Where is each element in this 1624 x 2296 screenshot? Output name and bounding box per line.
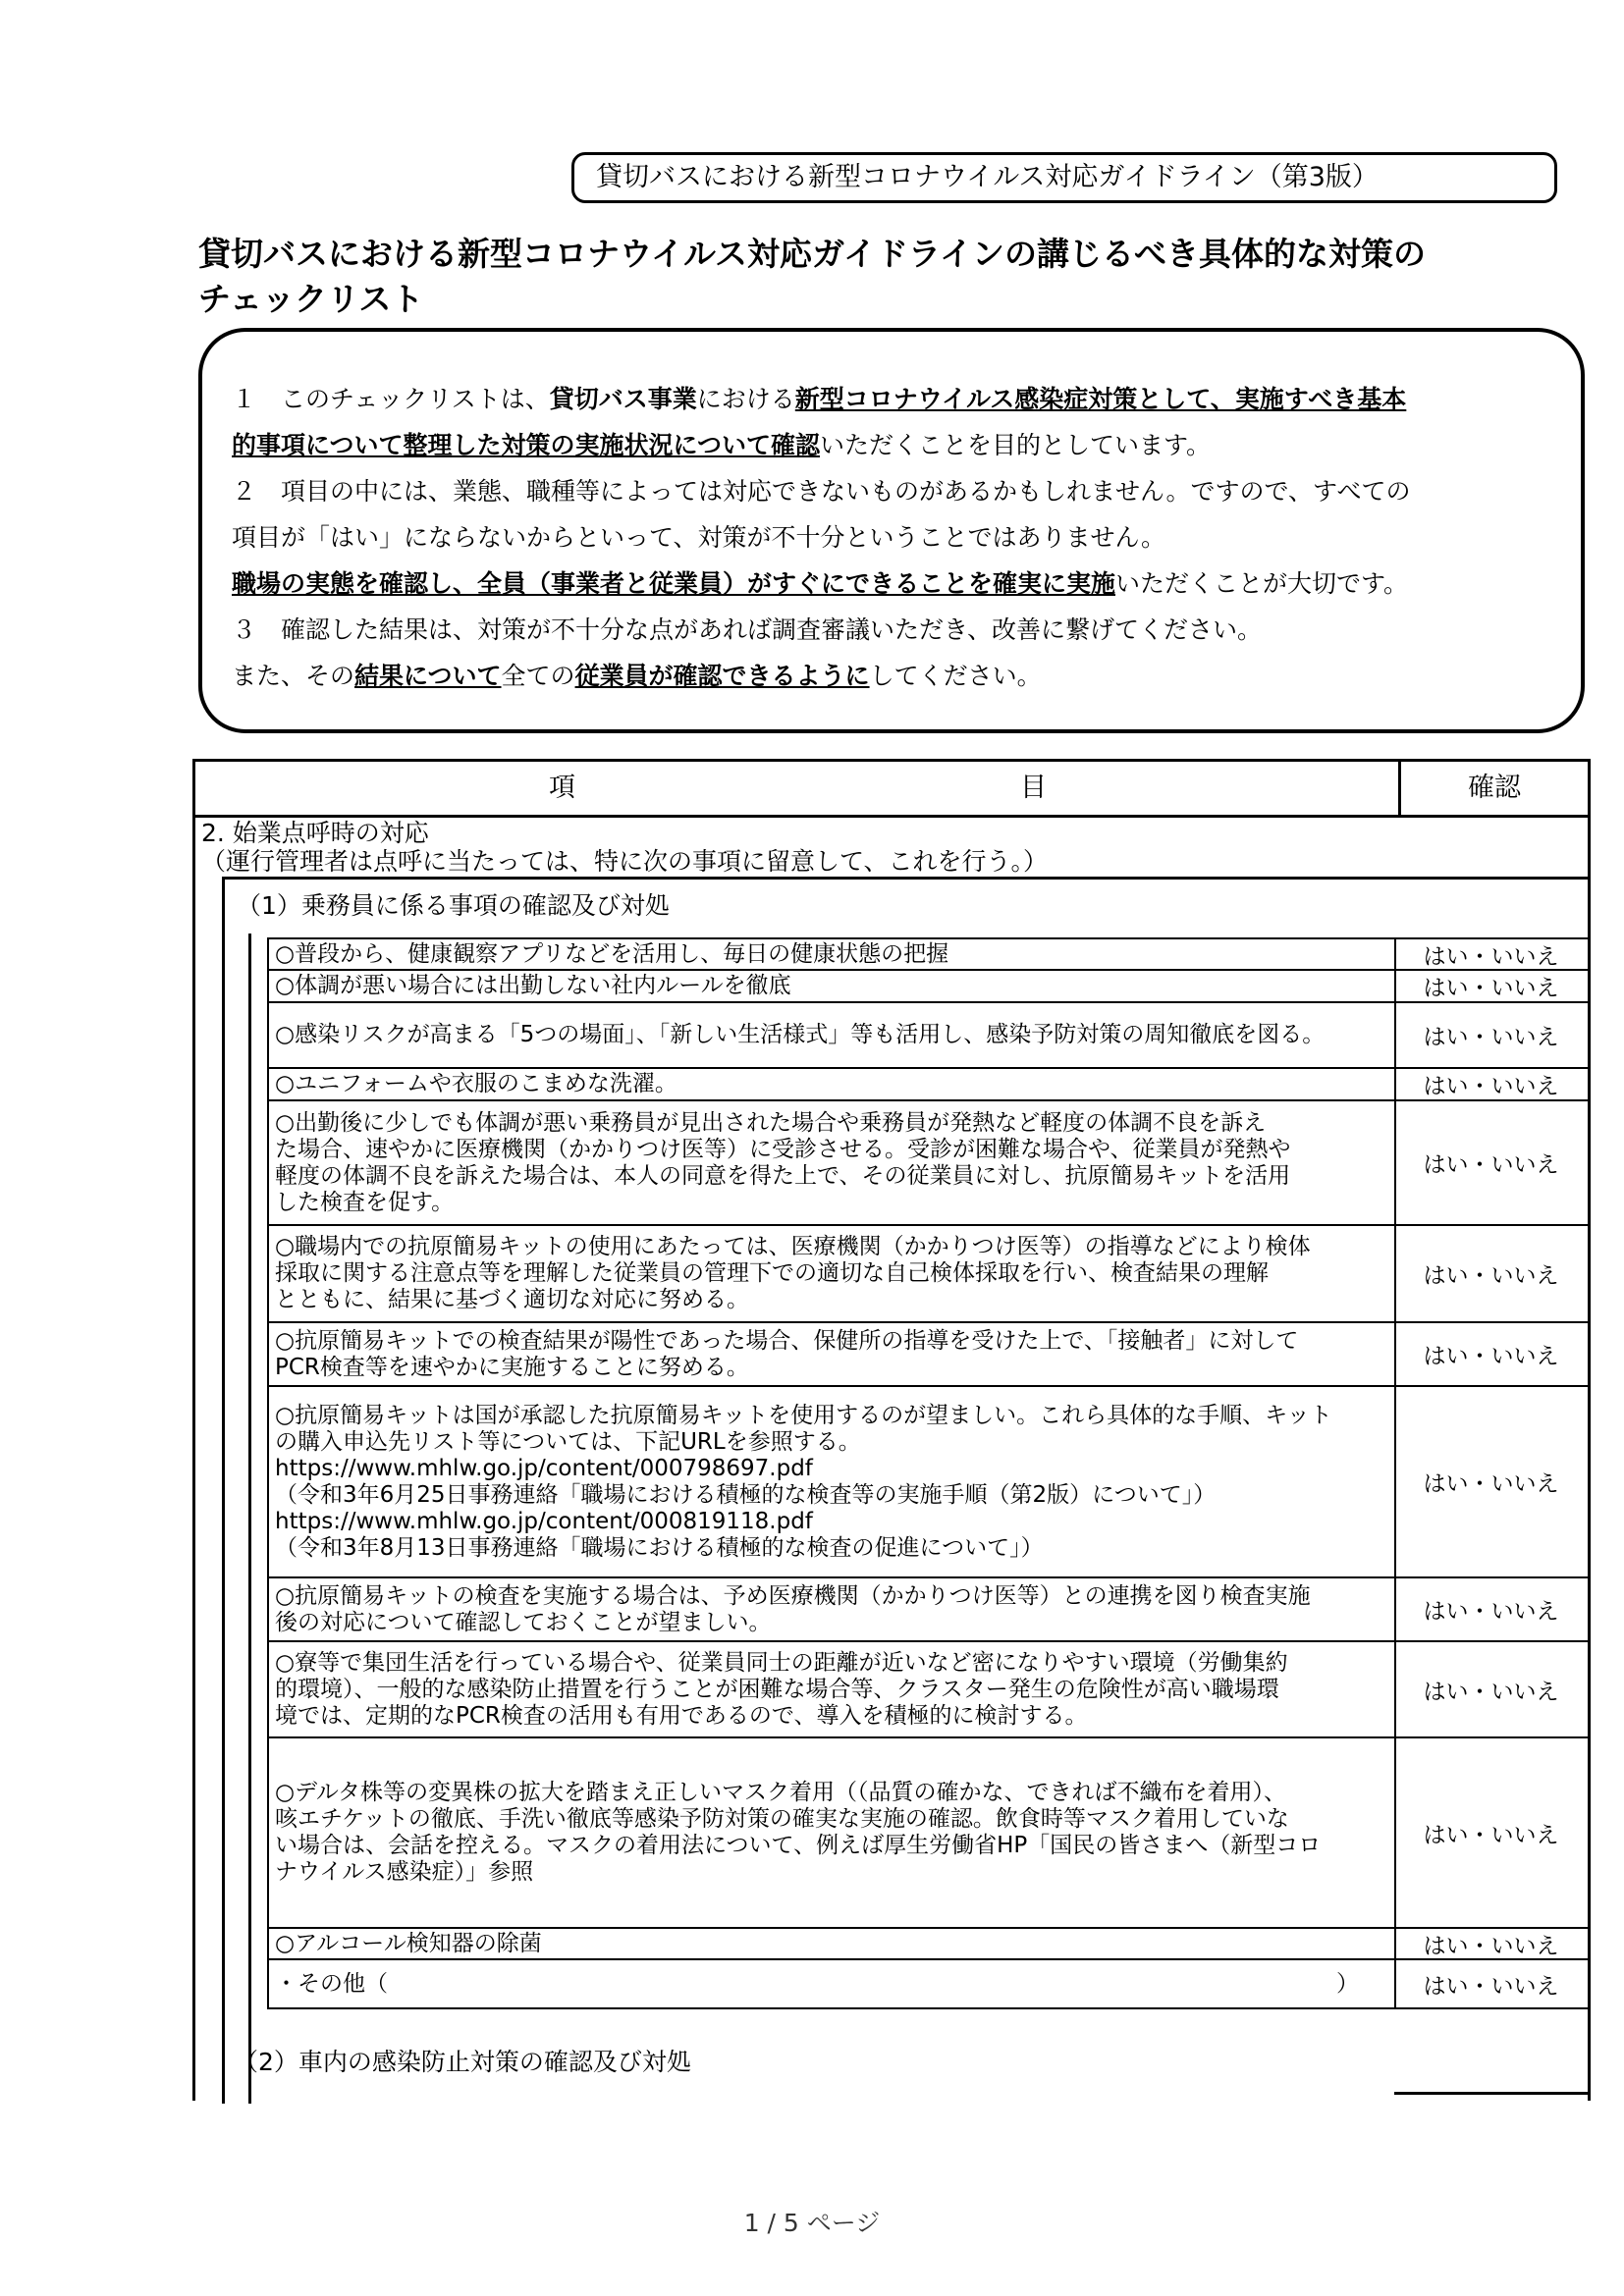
row-text: とともに、結果に基づく適切な対応に努める。 <box>275 1287 749 1312</box>
intro-text: また、その <box>232 662 355 690</box>
row-text: ○抗原簡易キットは国が承認した抗原簡易キットを使用するのが望ましい。これら具体的な手順、キット <box>275 1402 1332 1428</box>
row-text: ○抗原簡易キットでの検査結果が陽性であった場合、保健所の指導を受けた上で、「接触者」に対して <box>275 1327 1299 1354</box>
check-column-end-line <box>1394 2092 1588 2095</box>
yes-no-answer[interactable]: はい・いいえ <box>1423 1152 1559 1178</box>
intro-emphasis: 貸切バス事業 <box>549 385 697 413</box>
yes-no-answer[interactable]: はい・いいえ <box>1423 976 1559 1001</box>
row-text: ○アルコール検知器の除菌 <box>275 1930 542 1956</box>
table-row <box>267 1321 1589 1385</box>
row-item <box>267 971 1396 1001</box>
intro-box <box>198 328 1585 733</box>
table-row <box>267 1958 1589 2009</box>
intro-emphasis-underline: 新型コロナウイルス感染症対策として、実施すべき基本 <box>794 385 1407 413</box>
url-text: https://www.mhlw.go.jp/content/000819118.pdf <box>275 1508 813 1534</box>
row-text: ○出勤後に少しでも体調が悪い乗務員が見出された場合や乗務員が発熱など軽度の体調不良を訴え <box>275 1109 1267 1136</box>
intro-text: 全ての <box>501 662 575 690</box>
table-header-item <box>195 762 1401 815</box>
row-item <box>267 1738 1396 1927</box>
yes-no-answer[interactable]: はい・いいえ <box>1423 1822 1559 1848</box>
row-item <box>267 1578 1396 1640</box>
row-text: ○体調が悪い場合には出勤しない社内ルールを徹底 <box>275 973 791 998</box>
row-item <box>267 1929 1396 1958</box>
yes-no-answer[interactable]: はい・いいえ <box>1423 1973 1559 2000</box>
row-item <box>267 939 1396 969</box>
row-text: PCR検査等を速やかに実施することに努める。 <box>275 1354 749 1380</box>
row-item <box>267 1323 1396 1385</box>
intro-text: いただくことが大切です。 <box>1115 569 1409 598</box>
row-text: ○普段から、健康観察アプリなどを活用し、毎日の健康状態の把握 <box>275 940 949 967</box>
section-title: 2. 始業点呼時の対応 <box>201 819 429 847</box>
row-item <box>267 1101 1396 1224</box>
table-row <box>267 1385 1589 1576</box>
section-divider <box>222 877 1588 880</box>
table-row <box>267 1640 1589 1736</box>
intro-line-6: ３ 確認した結果は、対策が不十分な点があれば調査審議いただき、改善に繋げてください。 <box>232 615 1263 644</box>
page-title <box>198 232 1573 322</box>
row-text: ○感染リスクが高まる「5つの場面」、「新しい生活様式」等も活用し、感染予防対策の周知徹底を図る。 <box>275 1022 1326 1047</box>
intro-line-1 <box>232 376 1553 422</box>
row-text: ○職場内での抗原簡易キットの使用にあたっては、医療機関（かかりつけ医等）の指導などにより検体 <box>275 1234 1311 1259</box>
yes-no-answer[interactable]: はい・いいえ <box>1423 943 1559 970</box>
yes-no-answer[interactable]: はい・いいえ <box>1423 1263 1559 1289</box>
table-row <box>267 1736 1589 1927</box>
row-item <box>267 1960 1396 2007</box>
yes-no-answer[interactable]: はい・いいえ <box>1423 1344 1559 1369</box>
intro-line-7 <box>232 653 1553 699</box>
row-text: ○抗原簡易キットの検査を実施する場合は、予め医療機関（かかりつけ医等）との連携を図り検査実施 <box>275 1582 1311 1609</box>
row-text: （令和3年6月25日事務連絡「職場における積極的な検査等の実施手順（第2版）について」） <box>275 1481 1217 1508</box>
row-text: した検査を促す。 <box>275 1189 455 1215</box>
row-item <box>267 1642 1396 1736</box>
table-row <box>267 1001 1589 1067</box>
intro-line-2 <box>232 422 1553 468</box>
table-row <box>267 969 1589 1001</box>
intro-emphasis-underline: 結果について <box>354 662 502 690</box>
table-header-check: 確認 <box>1468 773 1521 803</box>
yes-no-answer[interactable]: はい・いいえ <box>1423 1679 1559 1705</box>
intro-emphasis-underline: 従業員が確認できるように <box>574 662 870 690</box>
intro-line-3: ２ 項目の中には、業態、職種等によっては対応できないものがあるかもしれません。ですので、すべての <box>232 477 1411 506</box>
row-item <box>267 1069 1396 1099</box>
table-row <box>267 1099 1589 1224</box>
intro-text: １ このチェックリストは、 <box>232 385 550 413</box>
table-row <box>267 937 1589 969</box>
yes-no-answer[interactable]: はい・いいえ <box>1423 1471 1559 1497</box>
row-text: 採取に関する注意点等を理解した従業員の管理下での適切な自己検体採取を行い、検査結果の理解 <box>275 1260 1269 1286</box>
row-text: （令和3年8月13日事務連絡「職場における積極的な検査の促進について」） <box>275 1534 1044 1561</box>
row-item <box>267 1003 1396 1067</box>
subsection-1-title: （1）乗務員に係る事項の確認及び対処 <box>237 891 670 920</box>
yes-no-answer[interactable]: はい・いいえ <box>1423 1074 1559 1099</box>
row-text: の購入申込先リスト等については、下記URLを参照する。 <box>275 1428 861 1455</box>
row-text: 咳エチケットの徹底、手洗い徹底等感染予防対策の確実な実施の確認。飲食時等マスク着用していな <box>275 1806 1289 1832</box>
row-text: 後の対応について確認しておくことが望ましい。 <box>275 1609 772 1635</box>
checklist-rows <box>267 937 1589 2009</box>
row-text: ○デルタ株等の変異株の拡大を踏まえ正しいマスク着用（（品質の確かな、できれば不織布を着用）、 <box>275 1780 1286 1805</box>
table-header-row <box>195 762 1588 818</box>
table-row <box>267 1224 1589 1321</box>
intro-emphasis-underline: 的事項について整理した対策の実施状況について確認 <box>232 431 821 459</box>
intro-text: いただくことを目的としています。 <box>820 431 1212 459</box>
yes-no-answer[interactable]: はい・いいえ <box>1423 1025 1559 1050</box>
table-row <box>267 1927 1589 1958</box>
row-text: た場合、速やかに医療機関（かかりつけ医等）に受診させる。受診が困難な場合や、従業員が発熱や <box>275 1136 1291 1162</box>
table-header-item-char-1: 項 <box>549 773 575 803</box>
subsection-2-title: （2）車内の感染防止対策の確認及び対処 <box>234 2048 691 2076</box>
row-text: 軽度の体調不良を訴えた場合は、本人の同意を得た上で、その従業員に対し、抗原簡易キットを活用 <box>275 1162 1291 1189</box>
page-title-line-1: 貸切バスにおける新型コロナウイルス対応ガイドラインの講じるべき具体的な対策の <box>198 235 1427 273</box>
indent-line-2 <box>248 934 251 2104</box>
table-header-item-char-2: 目 <box>1020 773 1047 803</box>
guideline-header-title: 貸切バスにおける新型コロナウイルス対応ガイドライン（第3版） <box>596 162 1379 192</box>
row-text: ナウイルス感染症）」参照 <box>275 1859 534 1885</box>
row-text: い場合は、会話を控える。マスクの着用法について、例えば厚生労働省HP「国民の皆さまへ（新型コロ <box>275 1833 1322 1858</box>
row-text: ○寮等で集団生活を行っている場合や、従業員同士の距離が近いなど密になりやすい環境（労働集約 <box>275 1649 1288 1676</box>
yes-no-answer[interactable]: はい・いいえ <box>1423 1599 1559 1625</box>
indent-line-1 <box>222 880 225 2104</box>
guideline-header-box <box>571 152 1557 203</box>
row-text: 的環境）、一般的な感染防止措置を行うことが困難な場合等、クラスター発生の危険性が高い職場環 <box>275 1676 1279 1702</box>
intro-emphasis-underline: 職場の実態を確認し、全員（事業者と従業員）がすぐにできることを確実に実施 <box>232 569 1116 598</box>
url-text: https://www.mhlw.go.jp/content/000798697.pdf <box>275 1455 813 1481</box>
table-row <box>267 1067 1589 1099</box>
row-item <box>267 1387 1396 1576</box>
intro-text: してください。 <box>869 662 1042 690</box>
row-item <box>267 1226 1396 1321</box>
intro-line-4: 項目が「はい」にならないからといって、対策が不十分ということではありません。 <box>232 523 1166 552</box>
row-text: 境では、定期的なPCR検査の活用も有用であるので、導入を積極的に検討する。 <box>275 1702 1088 1729</box>
intro-text: における <box>696 385 795 413</box>
section-note: （運行管理者は点呼に当たっては、特に次の事項に留意して、これを行う。） <box>201 847 1049 876</box>
yes-no-answer[interactable]: はい・いいえ <box>1423 1933 1559 1959</box>
intro-line-5 <box>232 561 1553 607</box>
table-row <box>267 1576 1589 1640</box>
page-number: 1 / 5 ページ <box>743 2209 881 2237</box>
row-text: ○ユニフォームや衣服のこまめな洗濯。 <box>275 1071 677 1096</box>
row-text: ・その他（ ） <box>275 1970 1359 1997</box>
page-title-line-2: チェックリスト <box>198 280 424 318</box>
